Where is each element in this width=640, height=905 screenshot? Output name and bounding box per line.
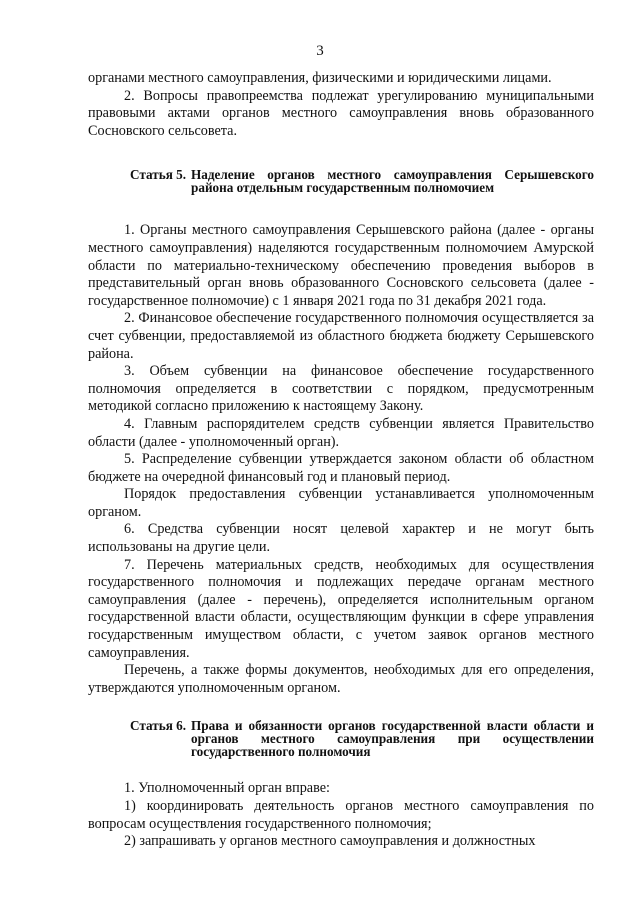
paragraph: 2) запрашивать у органов местного самоуправления и должностных (124, 833, 536, 850)
document-body (88, 70, 594, 851)
paragraph: 1) координировать деятельность органов местного самоуправления по вопросам осуществления государственного полномочия; (88, 798, 594, 832)
paragraph: органами местного самоуправления, физическими и юридическими лицами. (88, 70, 552, 86)
article-title: Права и обязанности органов государственной власти области и органов местного самоуправления при осуществлении государственного полномочия (191, 718, 594, 760)
paragraph: 1. Уполномоченный орган вправе: (124, 780, 330, 797)
article-number: Статья 6. (130, 718, 187, 734)
paragraph: 6. Средства субвенции носят целевой характер и не могут быть использованы на другие цели. (88, 521, 594, 556)
paragraph: 3. Объем субвенции на финансовое обеспечение государственного полномочия определяется в соответствии с порядком, предусмотренным методикой согласно приложению к настоящему Закону. (88, 363, 594, 415)
spacer (88, 194, 594, 222)
article-number: Статья 5. (130, 167, 187, 183)
article-heading (130, 168, 594, 194)
paragraph: 7. Перечень материальных средств, необходимых для осуществления государственного полномочия и подлежащих передаче органам местного самоуправления (далее - перечень), определяется исполнительным органом государственной власти области, осуществляющим функции в сфере управления государственным имуществом области, с учетом заявок органов местного самоуправления. (88, 556, 594, 661)
paragraph: 2. Вопросы правопреемства подлежат урегулированию муниципальными правовыми актами органов местного самоуправления вновь образованного Сосновского сельсовета. (88, 87, 594, 139)
page-number: 3 (316, 43, 324, 59)
article-heading (130, 719, 594, 758)
spacer (88, 697, 594, 719)
paragraph: Порядок предоставления субвенции устанавливается уполномоченным органом. (88, 486, 594, 520)
spacer (88, 758, 594, 780)
paragraph: Перечень, а также формы документов, необходимых для его определения, утверждаются уполномоченным органом. (88, 662, 594, 696)
article-title: Наделение органов местного самоуправления Серышевского района отдельным государственным полномочием (191, 167, 594, 196)
spacer (88, 140, 594, 168)
paragraph: 1. Органы местного самоуправления Серышевского района (далее - органы местного самоуправления) наделяются государственным полномочием Амурской области по материально-техническому обеспечению проведения выборов в представительный орган вновь образованного Сосновского сельсовета (далее - государственное полномочие) с 1 января 2021 года по 31 декабря 2021 года. (88, 222, 594, 309)
paragraph: 5. Распределение субвенции утверждается законом области об областном бюджете на очередной финансовый год и плановый период. (88, 451, 594, 485)
paragraph: 4. Главным распорядителем средств субвенции является Правительство области (далее - уполномоченный орган). (88, 415, 594, 450)
paragraph: 2. Финансовое обеспечение государственного полномочия осуществляется за счет субвенции, предоставляемой из областного бюджета бюджету Серышевского района. (88, 310, 594, 362)
